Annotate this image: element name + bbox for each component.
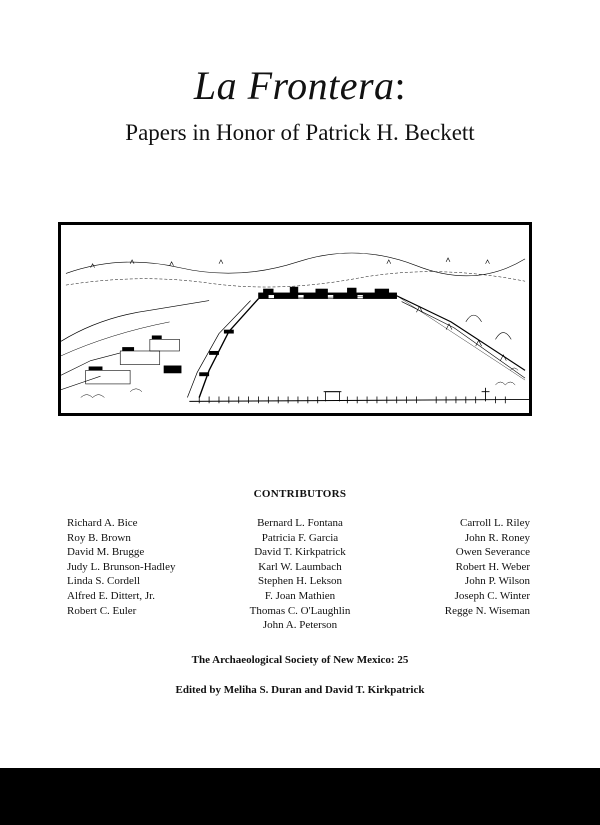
contributor-name: John R. Roney <box>464 531 530 544</box>
contributors-column-middle <box>215 516 385 633</box>
contributor-name: Richard A. Bice <box>67 517 138 529</box>
contributor-name: Thomas C. O'Laughlin <box>249 604 351 617</box>
contributor-name: David M. Brugge <box>67 546 145 559</box>
contributor-name: David T. Kirkpatrick <box>254 546 346 559</box>
contributor-name: Roy B. Brown <box>67 531 131 544</box>
contributor-name: Robert C. Euler <box>67 604 137 617</box>
cover-illustration <box>58 222 532 416</box>
series-line: The Archaeological Society of New Mexico: 25 <box>191 654 409 666</box>
cover-subtitle: Papers in Honor of Patrick H. Beckett <box>125 120 475 145</box>
contributor-name: Regge N. Wiseman <box>444 604 530 617</box>
editors-line: Edited by Meliha S. Duran and David T. Kirkpatrick <box>175 684 425 696</box>
contributor-name: Karl W. Laumbach <box>258 560 342 573</box>
contributors-column-right <box>410 516 530 618</box>
contributor-name: Joseph C. Winter <box>454 589 530 602</box>
contributors-heading: CONTRIBUTORS <box>253 488 347 500</box>
contributor-name: Judy L. Brunson-Hadley <box>67 560 176 573</box>
contributor-name: Linda S. Cordell <box>67 575 141 588</box>
contributor-name: John P. Wilson <box>464 575 530 588</box>
plaza-engraving <box>61 225 529 413</box>
scan-border <box>0 768 600 825</box>
contributor-name: Alfred E. Dittert, Jr. <box>67 589 155 602</box>
cover-title-colon: : <box>394 63 407 108</box>
cover-title-text: La Frontera <box>193 63 395 108</box>
contributor-name: Robert H. Weber <box>455 560 530 573</box>
contributor-name: Bernard L. Fontana <box>257 517 343 529</box>
contributor-name: John A. Peterson <box>262 619 338 632</box>
cover-title <box>0 62 600 109</box>
contributors-column-left <box>67 516 175 618</box>
contributor-name: Patricia F. Garcia <box>261 531 339 544</box>
contributor-name: Owen Severance <box>455 546 530 559</box>
contributor-name: Carroll L. Riley <box>460 517 530 529</box>
contributor-name: Stephen H. Lekson <box>257 575 342 588</box>
contributor-name: F. Joan Mathien <box>264 589 336 602</box>
